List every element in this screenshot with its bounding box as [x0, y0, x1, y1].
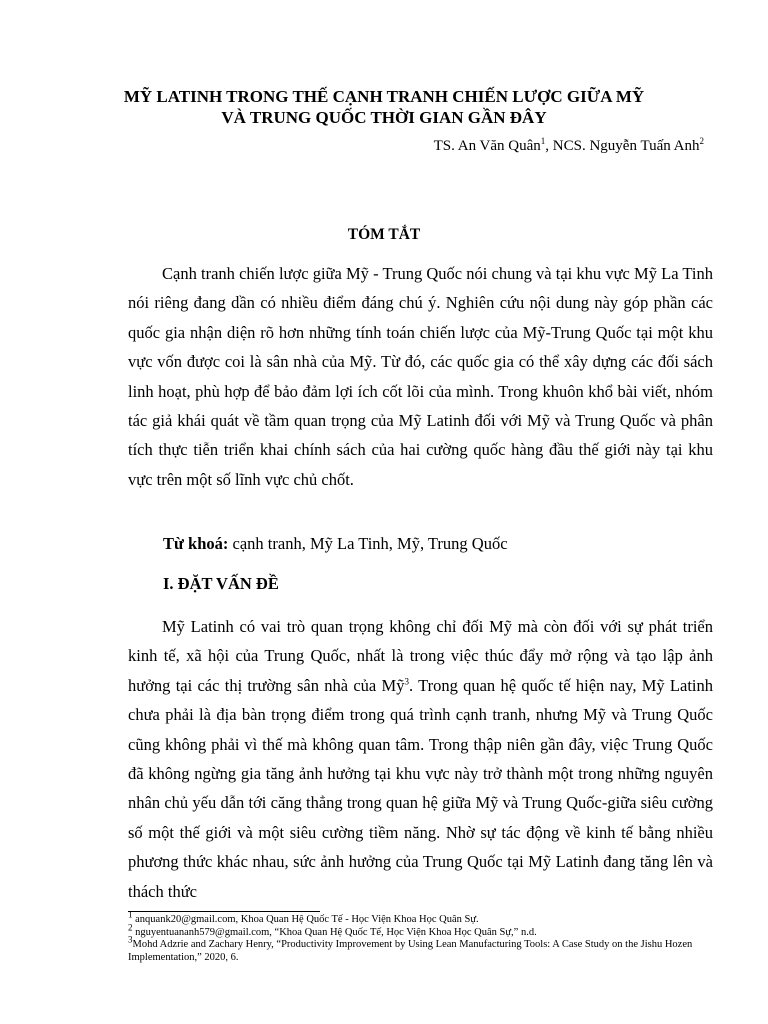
footnote-divider — [128, 911, 320, 912]
keywords-label: Từ khoá: — [163, 534, 229, 553]
author-2: NCS. Nguyễn Tuấn Anh — [552, 138, 700, 154]
footnote-1-mark: 1 — [128, 909, 133, 920]
section-text-part-1: Mỹ Latinh có vai trò quan trọng không chỉ đối Mỹ mà còn đối với sự phát triển kinh tế, xã hội của Trung Quốc, nhất là trong việc thúc đẩy mở rộng và tạo lập ảnh hưởng tại các thị trường sân nhà của Mỹ — [128, 617, 713, 695]
title-line-1: MỸ LATINH TRONG THẾ CẠNH TRANH CHIẾN LƯỢC GIỮA MỸ — [123, 87, 645, 106]
footnotes — [128, 909, 713, 964]
author-separator: , — [545, 138, 553, 154]
keywords-line — [163, 534, 508, 554]
keywords-text: cạnh tranh, Mỹ La Tinh, Mỹ, Trung Quốc — [228, 534, 508, 553]
footnote-1-text: anquank20@gmail.com, Khoa Quan Hệ Quốc Tế - Học Viện Khoa Học Quân Sự. — [132, 914, 479, 925]
section-paragraph — [128, 612, 713, 906]
paper-title — [60, 86, 708, 128]
footnote-3 — [128, 934, 713, 964]
author-line — [434, 138, 704, 155]
footnote-3-mark: 3 — [128, 934, 133, 945]
section-heading: I. ĐẶT VẤN ĐỀ — [163, 574, 279, 593]
footnote-2-text: nguyentuananh579@gmail.com, “Khoa Quan Hệ Quốc Tế, Học Viện Khoa Học Quân Sự,” n.d. — [132, 926, 537, 938]
abstract-text: Cạnh tranh chiến lược giữa Mỹ - Trung Quốc nói chung và tại khu vực Mỹ La Tinh nói riêng đang dần có nhiều điểm đáng chú ý. Nghiên cứu nội dung này góp phần các quốc gia nhận diện rõ hơn những tính toán chiến lược của Mỹ-Trung Quốc tại một khu vực vốn được coi là sân nhà của Mỹ. Từ đó, các quốc gia có thể xây dựng các đối sách linh hoạt, phù hợp để bảo đảm lợi ích cốt lõi của mình. Trong khuôn khổ bài viết, nhóm tác giả khái quát về tầm quan trọng của Mỹ Latinh đối với Mỹ và Trung Quốc và phân tích thực tiễn triển khai chính sách của hai cường quốc hàng đầu thế giới này tại khu vực trên một số lĩnh vực chủ chốt. — [128, 264, 713, 489]
abstract-paragraph — [128, 259, 713, 494]
title-line-2: VÀ TRUNG QUỐC THỜI GIAN GẦN ĐÂY — [221, 108, 547, 127]
footnote-1 — [128, 909, 713, 927]
footnote-mark-1: 1 — [540, 136, 546, 146]
footnote-mark-2: 2 — [699, 136, 704, 146]
footnote-2-mark: 2 — [128, 922, 133, 932]
footnote-3-text: Mohd Adzrie and Zachary Henry, “Productivity Improvement by Using Lean Manufacturing Tools: A Case Study on the Jishu Hozen Implementation,” 2020, 6. — [128, 939, 693, 963]
abstract-heading: TÓM TẮT — [347, 226, 421, 243]
section-text-part-2: . Trong quan hệ quốc tế hiện nay, Mỹ Latinh chưa phải là địa bàn trọng điểm trong quá trình cạnh tranh, nhưng Mỹ và Trung Quốc cũng không phải vì thế mà không quan tâm. Trong thập niên gần đây, việc Trung Quốc đã không ngừng gia tăng ảnh hưởng tại khu vực này trở thành một trong những nguyên nhân chủ yếu dẫn tới căng thẳng trong quan hệ giữa Mỹ và Trung Quốc-giữa siêu cường số một thế giới và một siêu cường tiềm năng. Nhờ sự tác động về kinh tế bằng nhiều phương thức khác nhau, sức ảnh hưởng của Trung Quốc tại Mỹ Latinh đang tăng lên và thách thức — [128, 675, 713, 901]
author-1: TS. An Văn Quân — [433, 138, 541, 154]
footnote-2 — [128, 922, 713, 940]
footnote-mark-3: 3 — [404, 676, 409, 687]
